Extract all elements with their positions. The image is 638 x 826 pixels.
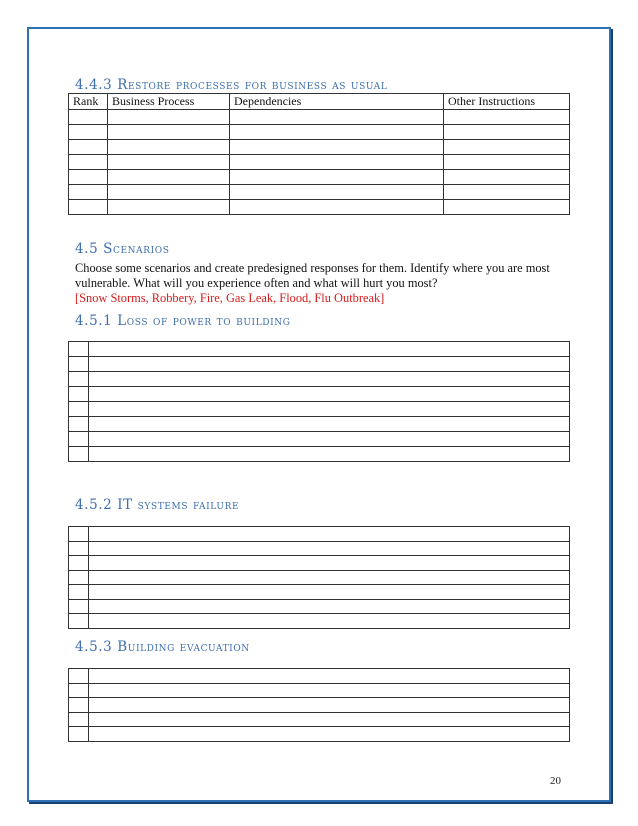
table-cell [69,599,89,614]
scenario-examples: [Snow Storms, Robbery, Fire, Gas Leak, Flood, Flu Outbreak] [75,291,385,305]
table-row [69,712,570,727]
table-cell [89,683,570,698]
table-cell [69,727,89,742]
table-cell [69,669,89,684]
table-row [69,727,570,742]
table-row [69,110,570,125]
table-cell [230,125,444,140]
table-cell [69,447,89,462]
table-cell [69,614,89,629]
table-cell [444,185,570,200]
table-row [69,200,570,215]
table-cell [89,712,570,727]
table-row [69,698,570,713]
table-cell [444,140,570,155]
table-cell [89,527,570,542]
table-cell [108,200,230,215]
section-heading-4-5-2: 4.5.2 IT systems failure [75,497,240,513]
table-cell [69,342,89,357]
table-cell [69,140,108,155]
section-heading-4-5-3: 4.5.3 Building evacuation [75,639,250,655]
column-header-rank: Rank [69,94,108,110]
table-cell [89,669,570,684]
table-row [69,669,570,684]
table-cell [108,125,230,140]
table-cell [69,155,108,170]
table-cell [89,541,570,556]
table-row [69,599,570,614]
table-row [69,185,570,200]
table-cell [89,585,570,600]
column-header-dependencies: Dependencies [230,94,444,110]
table-cell [89,432,570,447]
section-heading-4-5-1: 4.5.1 Loss of power to building [75,313,291,329]
table-cell [69,683,89,698]
scenarios-description: Choose some scenarios and create predesigned responses for them. Identify where you are most vulnerable. What will you experience often and what will hurt you most? [75,261,550,290]
table-cell [89,447,570,462]
table-row [69,570,570,585]
table-cell [108,185,230,200]
table-row [69,155,570,170]
table-cell [444,200,570,215]
table-row [69,614,570,629]
table-cell [69,698,89,713]
table-cell [89,570,570,585]
table-cell [230,155,444,170]
table-row [69,556,570,571]
table-row [69,541,570,556]
table-cell [69,357,89,372]
table-cell [89,556,570,571]
table-cell [89,599,570,614]
table-cell [69,541,89,556]
table-cell [89,727,570,742]
table-cell [69,712,89,727]
page-number: 20 [550,775,561,787]
table-cell [89,342,570,357]
table-cell [89,387,570,402]
table-cell [69,185,108,200]
table-cell [108,155,230,170]
business-process-table [68,93,570,215]
table-cell [444,155,570,170]
table-cell [230,140,444,155]
table-row [69,447,570,462]
table-cell [69,110,108,125]
table-cell [89,698,570,713]
section-heading-4-4-3: 4.4.3 Restore processes for business as usual [75,77,388,93]
table-cell [230,185,444,200]
table-cell [69,585,89,600]
table-cell [69,387,89,402]
table-row [69,387,570,402]
table-cell [89,372,570,387]
table-cell [69,372,89,387]
table-row [69,683,570,698]
table-cell [444,125,570,140]
table-cell [108,110,230,125]
table-cell [89,417,570,432]
table-cell [69,556,89,571]
loss-of-power-table [68,341,570,462]
table-cell [444,110,570,125]
table-row [69,170,570,185]
table-cell [69,125,108,140]
table-cell [69,570,89,585]
table-row [69,417,570,432]
table-cell [230,170,444,185]
table-row [69,527,570,542]
table-cell [230,110,444,125]
table-cell [69,417,89,432]
table-row [69,402,570,417]
table-cell [69,432,89,447]
column-header-business-process: Business Process [108,94,230,110]
it-systems-failure-table [68,526,570,629]
table-cell [444,170,570,185]
building-evacuation-table [68,668,570,742]
table-cell [89,402,570,417]
table-cell [108,170,230,185]
table-cell [69,170,108,185]
section-heading-4-5: 4.5 Scenarios [75,241,170,257]
table-cell [108,140,230,155]
table-header-row [69,94,570,110]
table-row [69,357,570,372]
table-cell [89,357,570,372]
table-row [69,125,570,140]
table-cell [69,200,108,215]
column-header-other-instructions: Other Instructions [444,94,570,110]
table-cell [89,614,570,629]
table-row [69,140,570,155]
table-cell [230,200,444,215]
table-row [69,372,570,387]
table-row [69,342,570,357]
table-cell [69,402,89,417]
table-cell [69,527,89,542]
table-row [69,585,570,600]
table-row [69,432,570,447]
